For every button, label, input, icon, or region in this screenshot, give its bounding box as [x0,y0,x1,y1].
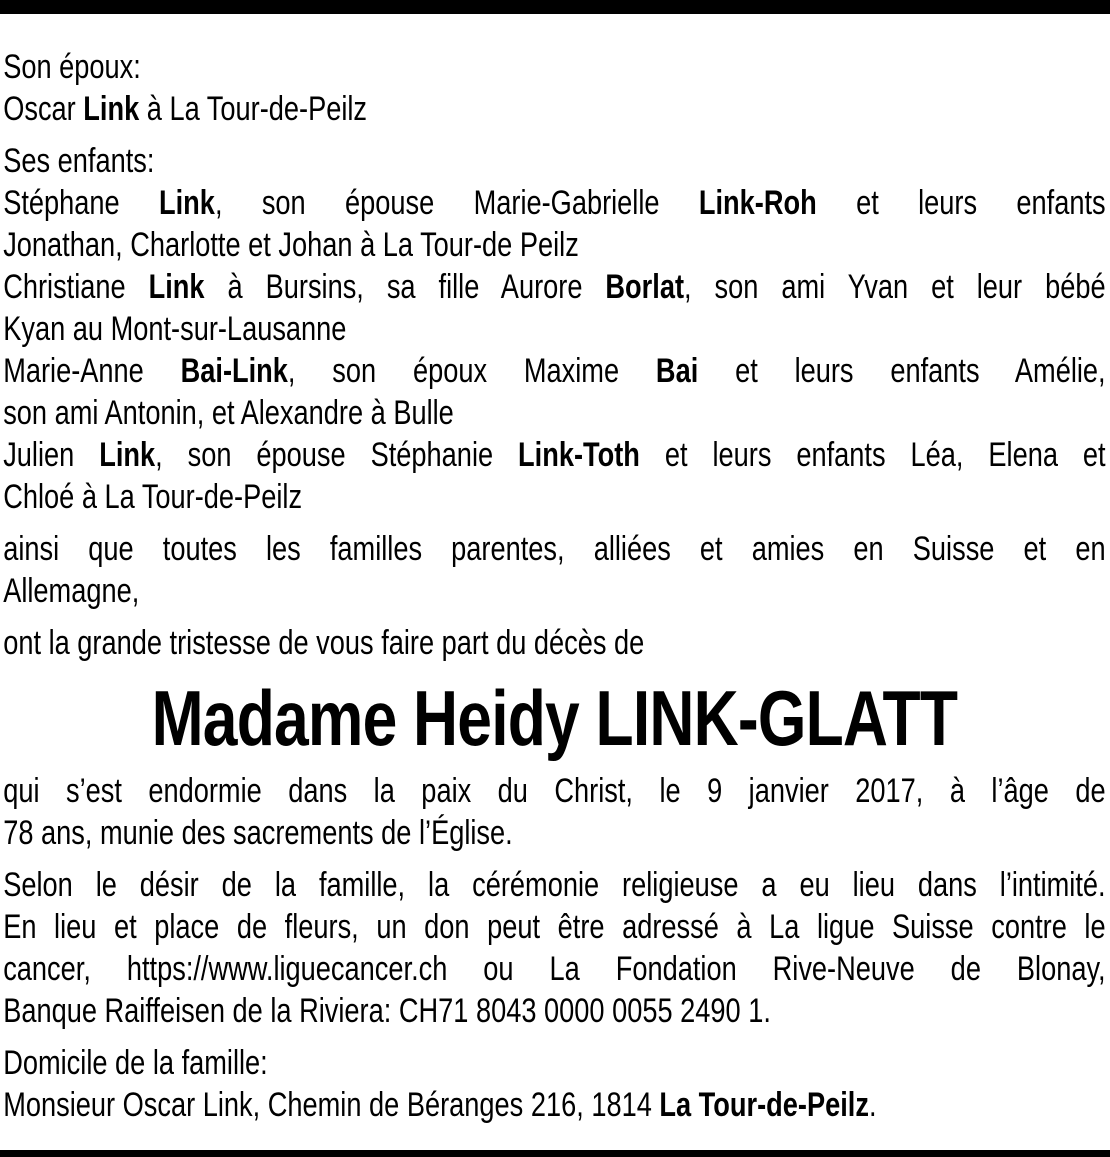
notice-line [3,140,1105,182]
domicile-block [3,1042,1105,1126]
family-surname-bold: Bai [655,352,699,390]
notice-line [3,770,1105,812]
notice-line [3,570,1105,612]
text-segment: , son épouse Stéphanie [155,436,519,474]
text-segment: et leurs enfants Amélie, [698,352,1106,390]
notice-line [3,812,1105,854]
family-surname-bold: Bai-Link [180,352,288,390]
top-border-bar [0,0,1110,14]
text-segment: Monsieur Oscar Link, Chemin de Béranges 216, 1814 [3,1086,660,1124]
children-block [3,140,1105,518]
family-surname-bold: Link [83,90,140,128]
text-segment: Son époux: [3,48,141,86]
text-segment: ont la grande tristesse de vous faire part du décès de [3,624,645,662]
notice-line [3,948,1105,990]
notice-line [3,46,1105,88]
text-segment: Allemagne, [3,572,140,610]
deceased-name-heading: Madame Heidy LINK-GLATT [151,674,958,762]
notice-line [3,622,1105,664]
text-segment: Jonathan, Charlotte et Johan à La Tour-de Peilz [3,226,579,264]
text-segment: 78 ans, munie des sacrements de l’Église. [3,814,513,852]
text-segment: son ami Antonin, et Alexandre à Bulle [3,394,454,432]
text-segment: En lieu et place de fleurs, un don peut être adressé à La ligue Suisse contre le [3,908,1106,946]
text-segment: Selon le désir de la famille, la cérémonie religieuse a eu lieu dans l’intimité. [3,866,1106,904]
family-surname-bold: La Tour-de-Peilz [659,1086,869,1124]
text-segment: , son épouse Marie-Gabrielle [214,184,699,222]
text-segment: et leurs enfants Léa, Elena et [639,436,1106,474]
text-segment: , son ami Yvan et leur bébé [684,268,1106,306]
notice-line [3,88,1105,130]
notice-line [3,182,1105,224]
text-segment: , son époux Maxime [287,352,656,390]
text-segment: Chloé à La Tour-de-Peilz [3,478,303,516]
family-surname-bold: Link-Toth [518,436,640,474]
death-details-block [3,770,1105,854]
family-surname-bold: Link [99,436,156,474]
notice-line [3,308,1105,350]
text-segment: qui s’est endormie dans la paix du Christ, le 9 janvier 2017, à l’âge de [3,772,1106,810]
text-segment: . [868,1086,877,1124]
notice-line [3,528,1105,570]
text-segment: Christiane [3,268,149,306]
notice-line [3,224,1105,266]
family-surname-bold: Link [148,268,205,306]
text-segment: cancer, https://www.liguecancer.ch ou La Fondation Rive-Neuve de Blonay, [3,950,1106,988]
text-segment: ainsi que toutes les familles parentes, alliées et amies en Suisse et en [3,530,1106,568]
notice-line [3,1042,1105,1084]
family-surname-bold: Link [159,184,215,222]
notice-line [3,476,1105,518]
text-segment: Marie-Anne [3,352,181,390]
text-segment: Stéphane [3,184,160,222]
notice-line [3,864,1105,906]
text-segment: Kyan au Mont-sur-Lausanne [3,310,347,348]
notice-line [3,266,1105,308]
bottom-border-bar [0,1150,1110,1157]
text-segment: Oscar [3,90,84,128]
spouse-block [3,46,1105,130]
family-surname-bold: Borlat [605,268,684,306]
text-segment: et leurs enfants [816,184,1106,222]
announcement-block [3,622,1105,664]
text-segment: à La Tour-de-Peilz [139,90,368,128]
notice-content [0,14,1110,1126]
notice-line [3,434,1105,476]
notice-line [3,350,1105,392]
notice-line [3,1084,1105,1126]
notice-line [3,906,1105,948]
text-segment: Domicile de la famille: [3,1044,268,1082]
notice-line [3,990,1105,1032]
notice-line [3,392,1105,434]
text-segment: Banque Raiffeisen de la Riviera: CH71 8043 0000 0055 2490 1. [3,992,771,1030]
ceremony-donation-block [3,864,1105,1032]
text-segment: Ses enfants: [3,142,155,180]
families-block [3,528,1105,612]
text-segment: Julien [3,436,100,474]
family-surname-bold: Link-Roh [698,184,817,222]
text-segment: à Bursins, sa fille Aurore [204,268,606,306]
